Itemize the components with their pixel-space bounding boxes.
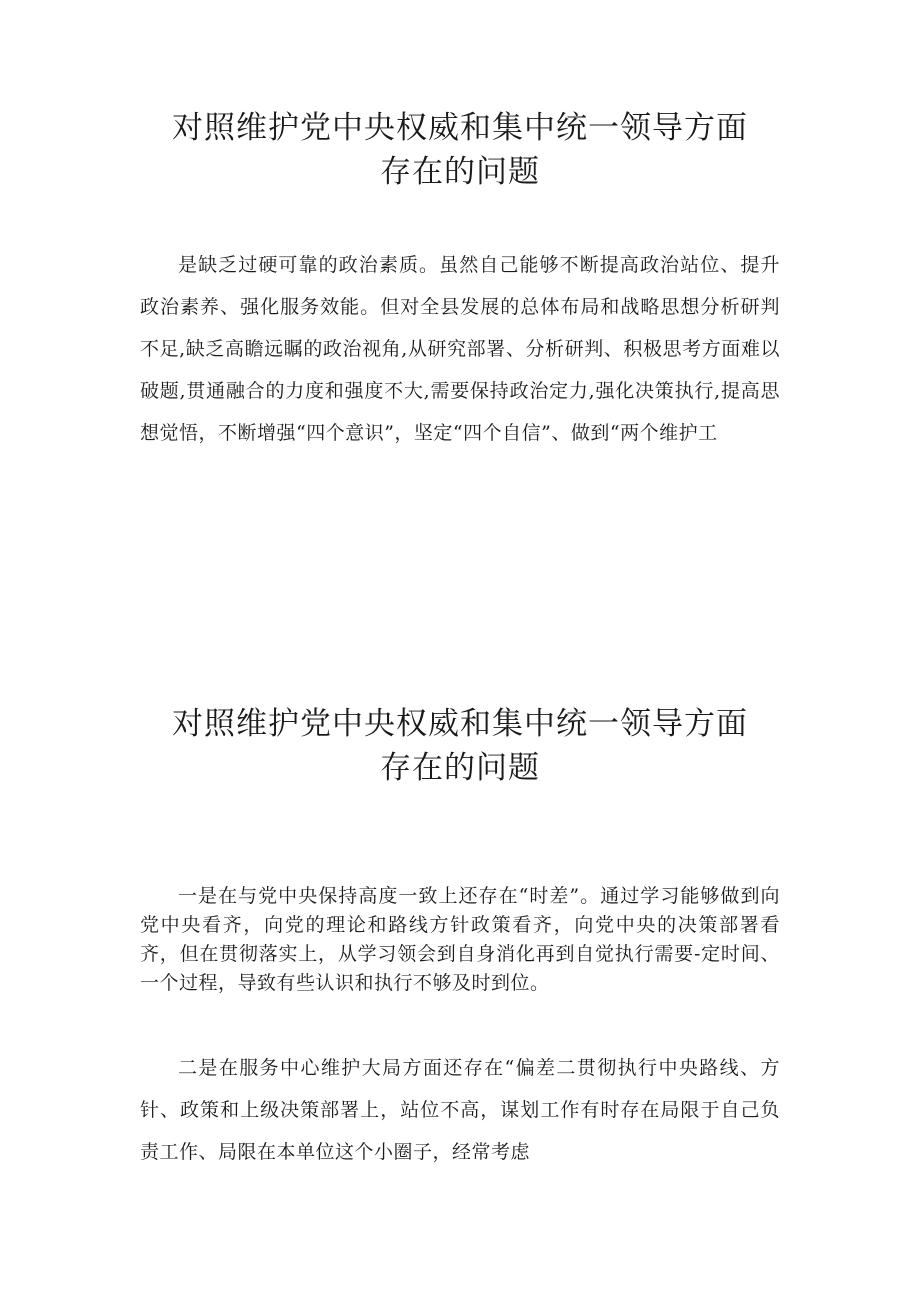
- title-line: 存在的问题: [380, 750, 540, 786]
- body-paragraph: 是缺乏过硬可靠的政治素质。虽然自己能够不断提高政治站位、提升政治素养、强化服务效能。但对全县发展的总体布局和战略思想分析研判不足,缺乏高瞻远瞩的政治视角,从研究部署、分析研判、积极思考方面难以破题,贯通融合的力度和强度不大,需要保持政治定力,强化决策执行,提高思想觉悟，不断增强“四个意识”，坚定“四个自信”、做到“两个维护工: [140, 254, 780, 444]
- body-paragraph: 一是在与党中央保持高度一致上还存在“时差”。通过学习能够做到向党中央看齐，向党的理论和路线方针政策看齐，向党中央的决策部署看齐，但在贯彻落实上，从学习领会到自身消化再到自觉执行需要-定时间、一个过程，导致有些认识和执行不够及时到位。: [140, 885, 780, 994]
- title-line: 存在的问题: [380, 154, 540, 190]
- title-line: 对照维护党中央权威和集中统一领导方面: [172, 706, 748, 742]
- body-paragraph: 二是在服务中心维护大局方面还存在“偏差二贯彻执行中央路线、方针、政策和上级决策部署上，站位不高，谋划工作有时存在局限于自己负责工作、局限在本单位这个小圈子，经常考虑: [140, 1057, 780, 1163]
- document-title: [100, 702, 820, 790]
- document-title: [100, 106, 820, 194]
- title-line: 对照维护党中央权威和集中统一领导方面: [172, 110, 748, 146]
